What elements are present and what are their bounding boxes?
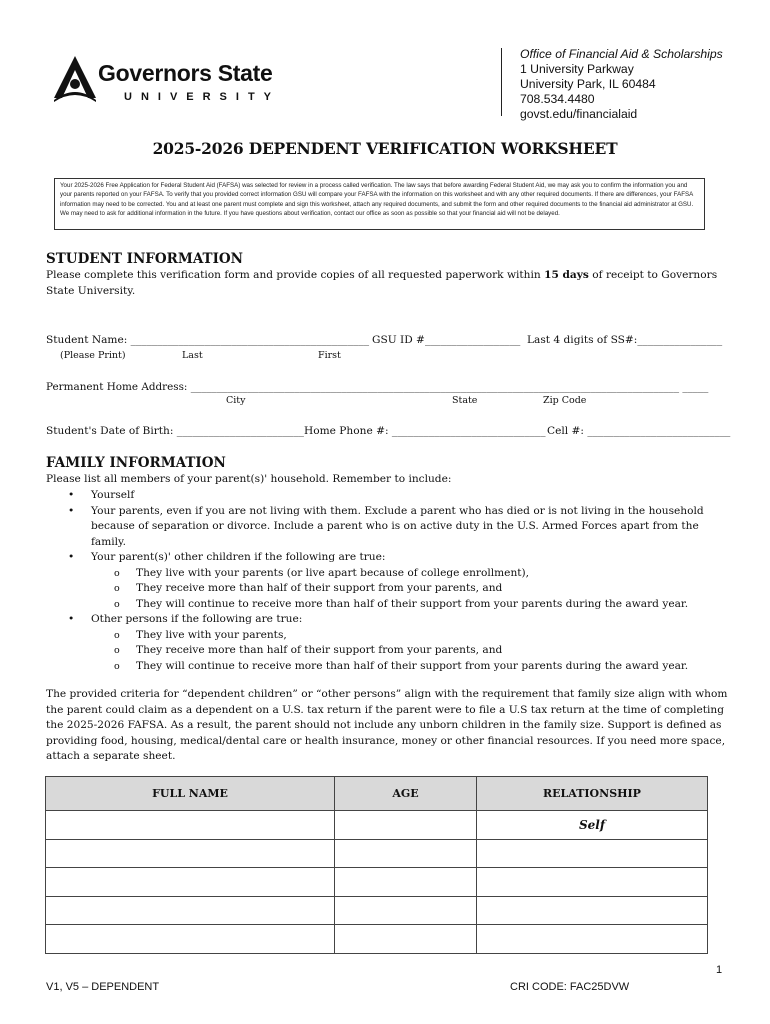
logo-university: UNIVERSITY	[124, 91, 281, 103]
table-row	[46, 868, 708, 897]
list-item: o They will continue to receive more than half of their support from your parents during the award year.	[46, 597, 704, 613]
list-item: o They will continue to receive more than half of their support from your parents during the award year.	[46, 659, 704, 675]
state-label: State	[452, 395, 478, 406]
age-cell[interactable]	[335, 839, 477, 868]
please-print-label: (Please Print)	[60, 350, 126, 361]
list-item: o They live with your parents,	[46, 628, 704, 644]
list-item: • Your parent(s)' other children if the following are true:	[46, 550, 704, 566]
gsu-logo-icon	[52, 54, 98, 104]
criteria-line: The provided criteria for “dependent children” or “other persons” align with the requirement that family size align with whom	[46, 688, 728, 700]
full-name-cell[interactable]	[46, 868, 335, 897]
criteria-line: providing food, housing, medical/dental care or health insurance, money or other financial resources. If you need more space,	[46, 734, 726, 747]
student-intro-text-end: of receipt to Governors	[588, 269, 718, 281]
col-header-relationship: RELATIONSHIP	[477, 777, 708, 811]
household-list	[46, 488, 704, 674]
household-table	[45, 776, 708, 954]
criteria-line: the parent could claim as a dependent on a U.S. tax return if the parent were to file a U.S tax return at the time of completing	[46, 703, 725, 716]
gsu-id-field[interactable]: GSU ID #__________________	[372, 334, 521, 346]
list-item: • Other persons if the following are true:	[46, 612, 704, 628]
relationship-cell[interactable]	[477, 868, 708, 897]
city-label: City	[226, 395, 246, 406]
dob-field[interactable]: Student's Date of Birth: ________________________	[46, 425, 304, 437]
student-intro	[46, 268, 717, 299]
criteria-line: the 2025-2026 FAFSA. As a result, the parent should not include any unborn children in the family size. Support is defined as	[46, 719, 722, 731]
office-address	[520, 47, 723, 122]
relationship-cell[interactable]	[477, 839, 708, 868]
office-website: govst.edu/financialaid	[520, 107, 638, 121]
list-item: o They receive more than half of their support from your parents, and	[46, 581, 704, 597]
ssn-last4-field[interactable]: Last 4 digits of SS#:________________	[527, 334, 723, 346]
deadline-days: 15 days	[544, 269, 589, 281]
list-item: because of separation or divorce. Include a parent who is on active duty in the U.S. Armed Forces apart from the	[91, 520, 699, 532]
home-address-field[interactable]: Permanent Home Address: ______________________________________________________________________________________________ _____	[46, 381, 709, 393]
age-cell[interactable]	[335, 811, 477, 840]
home-phone-field[interactable]: Home Phone #: _____________________________	[304, 425, 546, 437]
first-name-label: First	[318, 350, 341, 361]
student-name-field[interactable]: Student Name: _____________________________________________	[46, 334, 370, 346]
office-city: University Park, IL 60484	[520, 77, 656, 91]
office-phone: 708.534.4480	[520, 92, 595, 106]
student-intro-text: Please complete this verification form and provide copies of all requested paperwork within	[46, 269, 545, 281]
header-divider	[501, 48, 502, 116]
page-number: 1	[716, 964, 723, 976]
list-item: • Your parents, even if you are not living with them. Exclude a parent who has died or is not living in the household	[46, 504, 704, 520]
relationship-cell[interactable]	[477, 896, 708, 925]
full-name-cell[interactable]	[46, 811, 335, 840]
logo-name: Governors State	[98, 60, 273, 86]
age-cell[interactable]	[335, 896, 477, 925]
cell-field[interactable]: Cell #: ___________________________	[547, 425, 731, 437]
office-street: 1 University Parkway	[520, 62, 634, 76]
full-name-cell[interactable]	[46, 896, 335, 925]
student-info-heading: STUDENT INFORMATION	[46, 251, 244, 267]
verification-notice: Your 2025-2026 Free Application for Federal Student Aid (FAFSA) was selected for review in a process called verification. The law says that before awarding Federal Student Aid, we may ask you to confirm the information you and your parents reported on your FAFSA. To verify that you provided correct information GSU will compare your FAFSA with the information on this worksheet and with any other required documents. If there are differences, your FAFSA information may need to be corrected. You and at least one parent must complete and sign this worksheet, attach any required documents, and submit the form and other required documents to the financial aid administrator at GSU. We may need to ask for additional information in the future. If you have questions about verification, contact our office as soon as possible so that your financial aid will not be delayed.	[54, 178, 705, 230]
cri-code: CRI CODE: FAC25DVW	[510, 981, 630, 993]
list-item: family.	[91, 535, 127, 548]
list-item: o They receive more than half of their support from your parents, and	[46, 643, 704, 659]
criteria-line: attach a separate sheet.	[46, 750, 176, 762]
version-label: V1, V5 – DEPENDENT	[46, 981, 160, 993]
table-row	[46, 896, 708, 925]
table-header-row	[46, 777, 708, 811]
criteria-paragraph	[46, 687, 727, 765]
age-cell[interactable]	[335, 868, 477, 897]
relationship-cell[interactable]	[477, 925, 708, 954]
full-name-cell[interactable]	[46, 839, 335, 868]
table-row	[46, 925, 708, 954]
family-intro: Please list all members of your parent(s)' household. Remember to include:	[46, 473, 452, 485]
table-row	[46, 811, 708, 840]
list-item: • Yourself	[46, 488, 704, 504]
list-item: o They live with your parents (or live apart because of college enrollment),	[46, 566, 704, 582]
family-info-heading: FAMILY INFORMATION	[46, 455, 226, 471]
col-header-full-name: FULL NAME	[46, 777, 335, 811]
last-name-label: Last	[182, 350, 203, 361]
col-header-age: AGE	[335, 777, 477, 811]
office-name: Office of Financial Aid & Scholarships	[520, 47, 723, 61]
zip-label: Zip Code	[543, 395, 587, 406]
page-title: 2025-2026 DEPENDENT VERIFICATION WORKSHEET	[152, 139, 618, 158]
age-cell[interactable]	[335, 925, 477, 954]
full-name-cell[interactable]	[46, 925, 335, 954]
student-intro-line2: State University.	[46, 284, 136, 297]
relationship-cell[interactable]: Self	[477, 811, 708, 840]
table-row	[46, 839, 708, 868]
